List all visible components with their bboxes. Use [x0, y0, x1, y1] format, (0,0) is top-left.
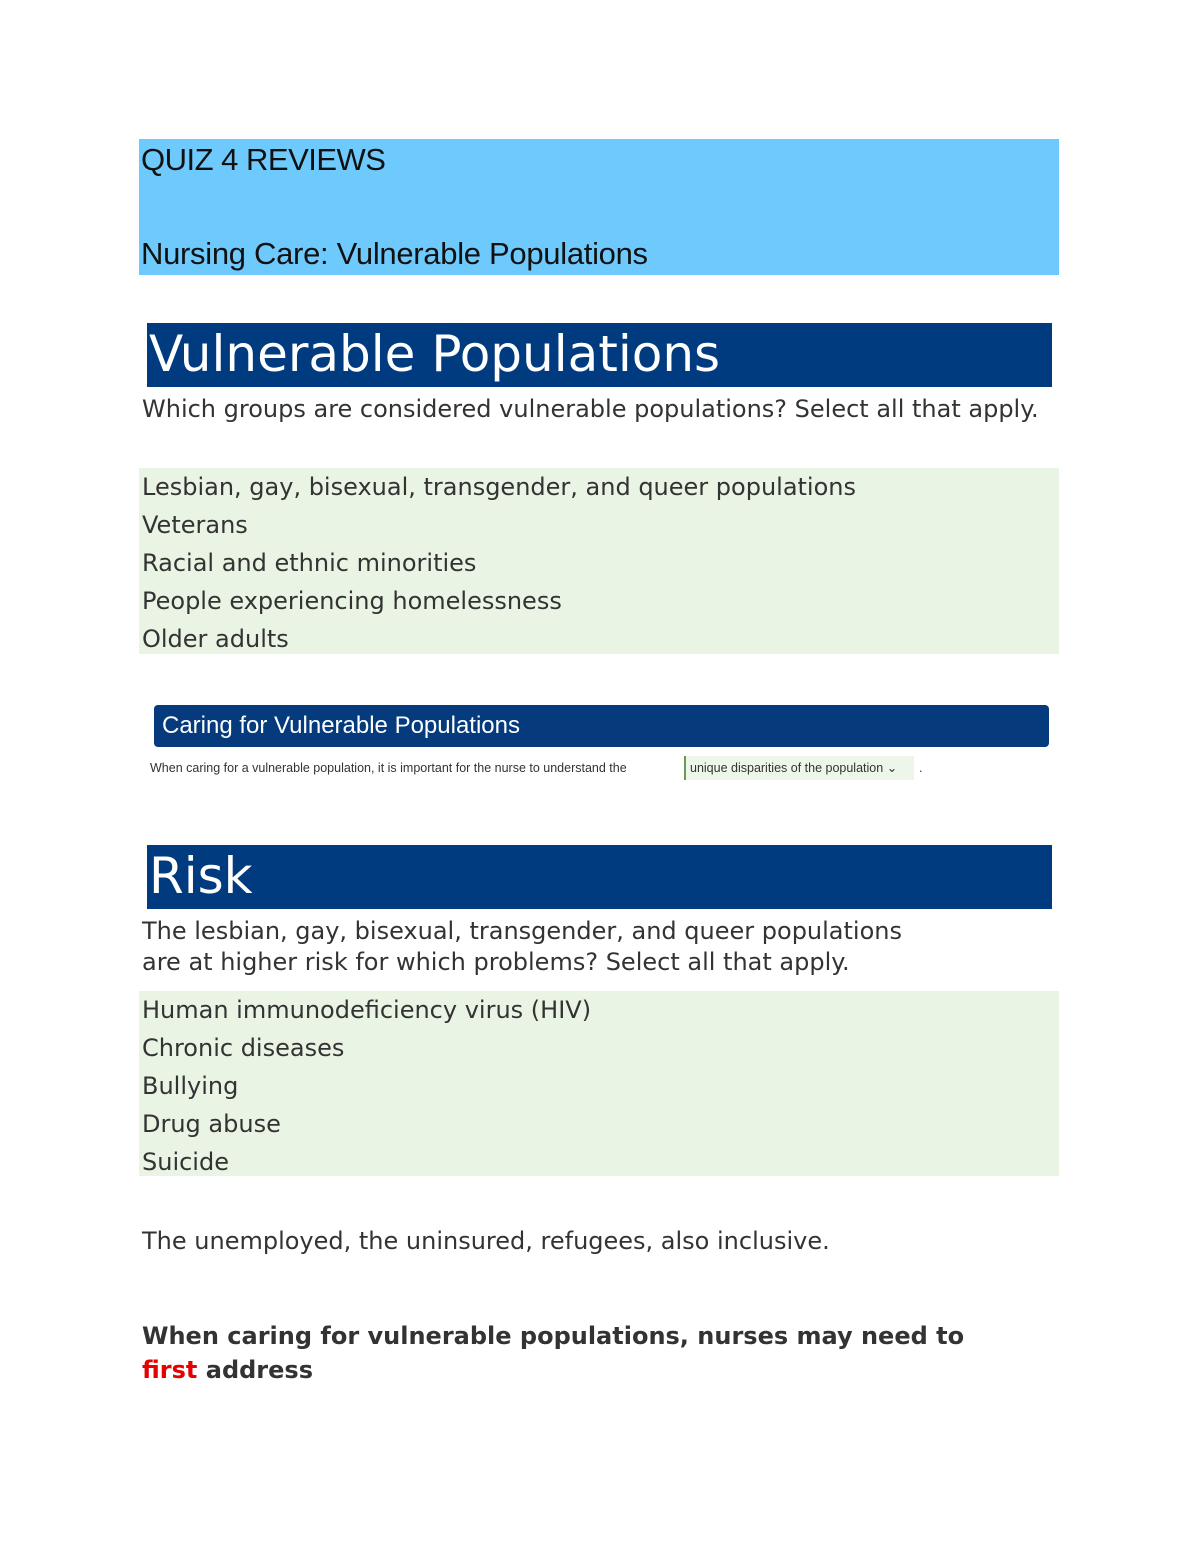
question-line: The lesbian, gay, bisexual, transgender, and queer populations — [142, 917, 902, 945]
final-question-part1: When caring for vulnerable populations, nurses may need to — [142, 1322, 965, 1350]
answer-item: Veterans — [142, 511, 248, 539]
final-question — [142, 1319, 1072, 1387]
question-line: are at higher risk for which problems? Select all that apply. — [142, 948, 850, 976]
document-title: QUIZ 4 REVIEWS — [141, 142, 386, 177]
sentence-period: . — [919, 761, 923, 775]
answer-item: Bullying — [142, 1072, 239, 1100]
screenshot-sentence: When caring for a vulnerable population, it is important for the nurse to understand the — [150, 761, 627, 775]
dropdown-value: unique disparities of the population — [690, 761, 884, 775]
document-subtitle: Nursing Care: Vulnerable Populations — [141, 236, 648, 271]
answer-list — [139, 991, 1059, 1176]
highlighted-word: first — [142, 1356, 198, 1384]
note-text: The unemployed, the uninsured, refugees, also inclusive. — [142, 1227, 830, 1255]
embedded-screenshot — [140, 698, 1058, 788]
answer-item: Drug abuse — [142, 1110, 281, 1138]
question-text — [142, 916, 1002, 978]
answer-dropdown[interactable] — [684, 756, 914, 780]
answer-item: Racial and ethnic minorities — [142, 549, 477, 577]
answer-item: Suicide — [142, 1148, 229, 1176]
section-heading-vulnerable-populations: Vulnerable Populations — [147, 323, 1052, 387]
section-heading-risk: Risk — [147, 845, 1052, 909]
answer-list — [139, 468, 1059, 654]
screenshot-heading: Caring for Vulnerable Populations — [154, 705, 1049, 747]
answer-item: People experiencing homelessness — [142, 587, 562, 615]
answer-item: Older adults — [142, 625, 289, 653]
question-text: Which groups are considered vulnerable populations? Select all that apply. — [142, 395, 1039, 423]
final-question-part2: address — [205, 1356, 313, 1384]
answer-item: Chronic diseases — [142, 1034, 345, 1062]
answer-item: Lesbian, gay, bisexual, transgender, and queer populations — [142, 473, 856, 501]
chevron-down-icon: ⌄ — [886, 761, 898, 775]
answer-item: Human immunodeficiency virus (HIV) — [142, 996, 592, 1024]
